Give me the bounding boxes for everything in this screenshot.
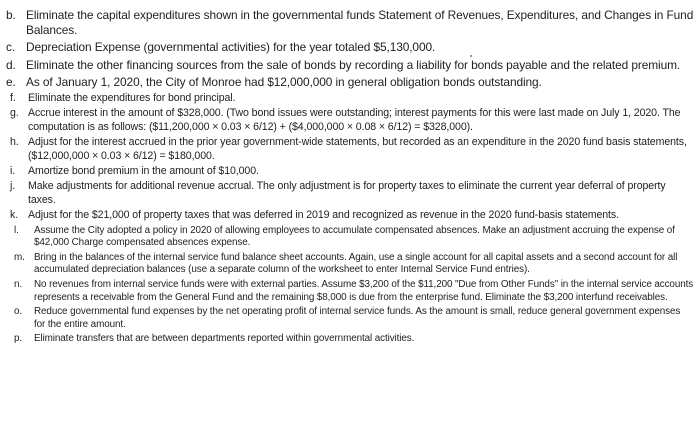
item-label: b. bbox=[6, 8, 16, 22]
item-text: Depreciation Expense (governmental activities) for the year totaled $5,130,000. bbox=[26, 40, 436, 55]
item-label: e. bbox=[6, 74, 16, 89]
item-text: Amortize bond premium in the amount of $10,000. bbox=[28, 165, 259, 178]
item-text: Eliminate the other financing sources from the sale of bonds by recording a liability for bonds payable and the related premium. bbox=[26, 57, 681, 72]
item-text: Assume the City adopted a policy in 2020 of allowing employees to accumulate compensated absences. Make an adjustment accruing the expense of $42,000 Charge compensated absences expense. bbox=[34, 224, 675, 249]
list-item-f bbox=[6, 92, 694, 105]
list-item-m bbox=[6, 252, 694, 277]
list-item-o bbox=[6, 306, 694, 331]
item-label: n. bbox=[14, 279, 23, 291]
list-item-h bbox=[6, 136, 694, 163]
item-label: d. bbox=[6, 57, 16, 72]
item-text: Reduce governmental fund expenses by the net operating profit of internal service funds. As the amount is small, reduce general government expenses for the entire amount. bbox=[34, 306, 681, 330]
item-text: Eliminate transfers that are between departments reported within governmental activities. bbox=[34, 333, 415, 345]
item-label: p. bbox=[14, 333, 23, 345]
list-item-n bbox=[6, 279, 694, 304]
list-item-l bbox=[6, 225, 694, 250]
item-label: o. bbox=[14, 306, 23, 318]
item-text: Accrue interest in the amount of $328,000. (Two bond issues were outstanding; interest payments for this were last made on July 1, 2020. The computation is as follows: ($11,200,000 × 0.03 × 6/12) + ($4,000,000 × 0.08 × 6/12) = $328,000). bbox=[28, 107, 681, 133]
list-item-c bbox=[6, 40, 694, 55]
item-label: j. bbox=[10, 180, 16, 193]
item-text: Adjust for the $21,000 of property taxes that was deferred in 2019 and recognized as revenue in the 2020 fund-basis statements. bbox=[28, 209, 619, 222]
list-item-b bbox=[6, 8, 694, 38]
item-label: f. bbox=[10, 92, 16, 105]
item-label: l. bbox=[14, 224, 19, 236]
item-label: g. bbox=[10, 107, 19, 120]
list-item-e bbox=[6, 75, 694, 90]
item-text: Bring in the balances of the internal service fund balance sheet accounts. Again, use a single account for all capital assets and a second account for all accumulated depreciation balances (use a separate column of the worksheet to enter Internal Service Fund entries). bbox=[34, 251, 678, 276]
item-text: Eliminate the capital expenditures shown in the governmental funds Statement of Revenues, Expenditures, and Changes in Fund Balances. bbox=[26, 8, 694, 38]
item-label: m. bbox=[14, 251, 25, 263]
list-item-d bbox=[6, 58, 694, 73]
list-item-j bbox=[6, 180, 694, 207]
item-text: Adjust for the interest accrued in the prior year government-wide statements, but recorded as an expenditure in the 2020 fund basis statements, ($12,000,000 × 0.03 × 6/12) = $180,000. bbox=[28, 136, 687, 162]
item-text: As of January 1, 2020, the City of Monroe had $12,000,000 in general obligation bonds outstanding. bbox=[26, 74, 542, 89]
list-item-g bbox=[6, 107, 694, 134]
list-item-k bbox=[6, 209, 694, 222]
item-text: Eliminate the expenditures for bond principal. bbox=[28, 92, 236, 105]
item-label: i. bbox=[10, 165, 16, 178]
item-text: Make adjustments for additional revenue accrual. The only adjustment is for property taxes to eliminate the current year deferral of property taxes. bbox=[28, 180, 666, 206]
item-text: No revenues from internal service funds were with external parties. Assume $3,200 of the $11,200 "Due from Other Funds" in the internal service accounts represents a receivable from the General Fund and the remaining $8,000 is due from the enterprise fund. Eliminate the $3,200 interfund receivables. bbox=[34, 279, 694, 303]
list-item-p bbox=[6, 333, 694, 346]
list-item-i bbox=[6, 165, 694, 178]
item-label: c. bbox=[6, 40, 16, 55]
item-label: k. bbox=[10, 209, 19, 222]
stray-dot-mark bbox=[470, 55, 472, 57]
item-label: h. bbox=[10, 136, 19, 149]
